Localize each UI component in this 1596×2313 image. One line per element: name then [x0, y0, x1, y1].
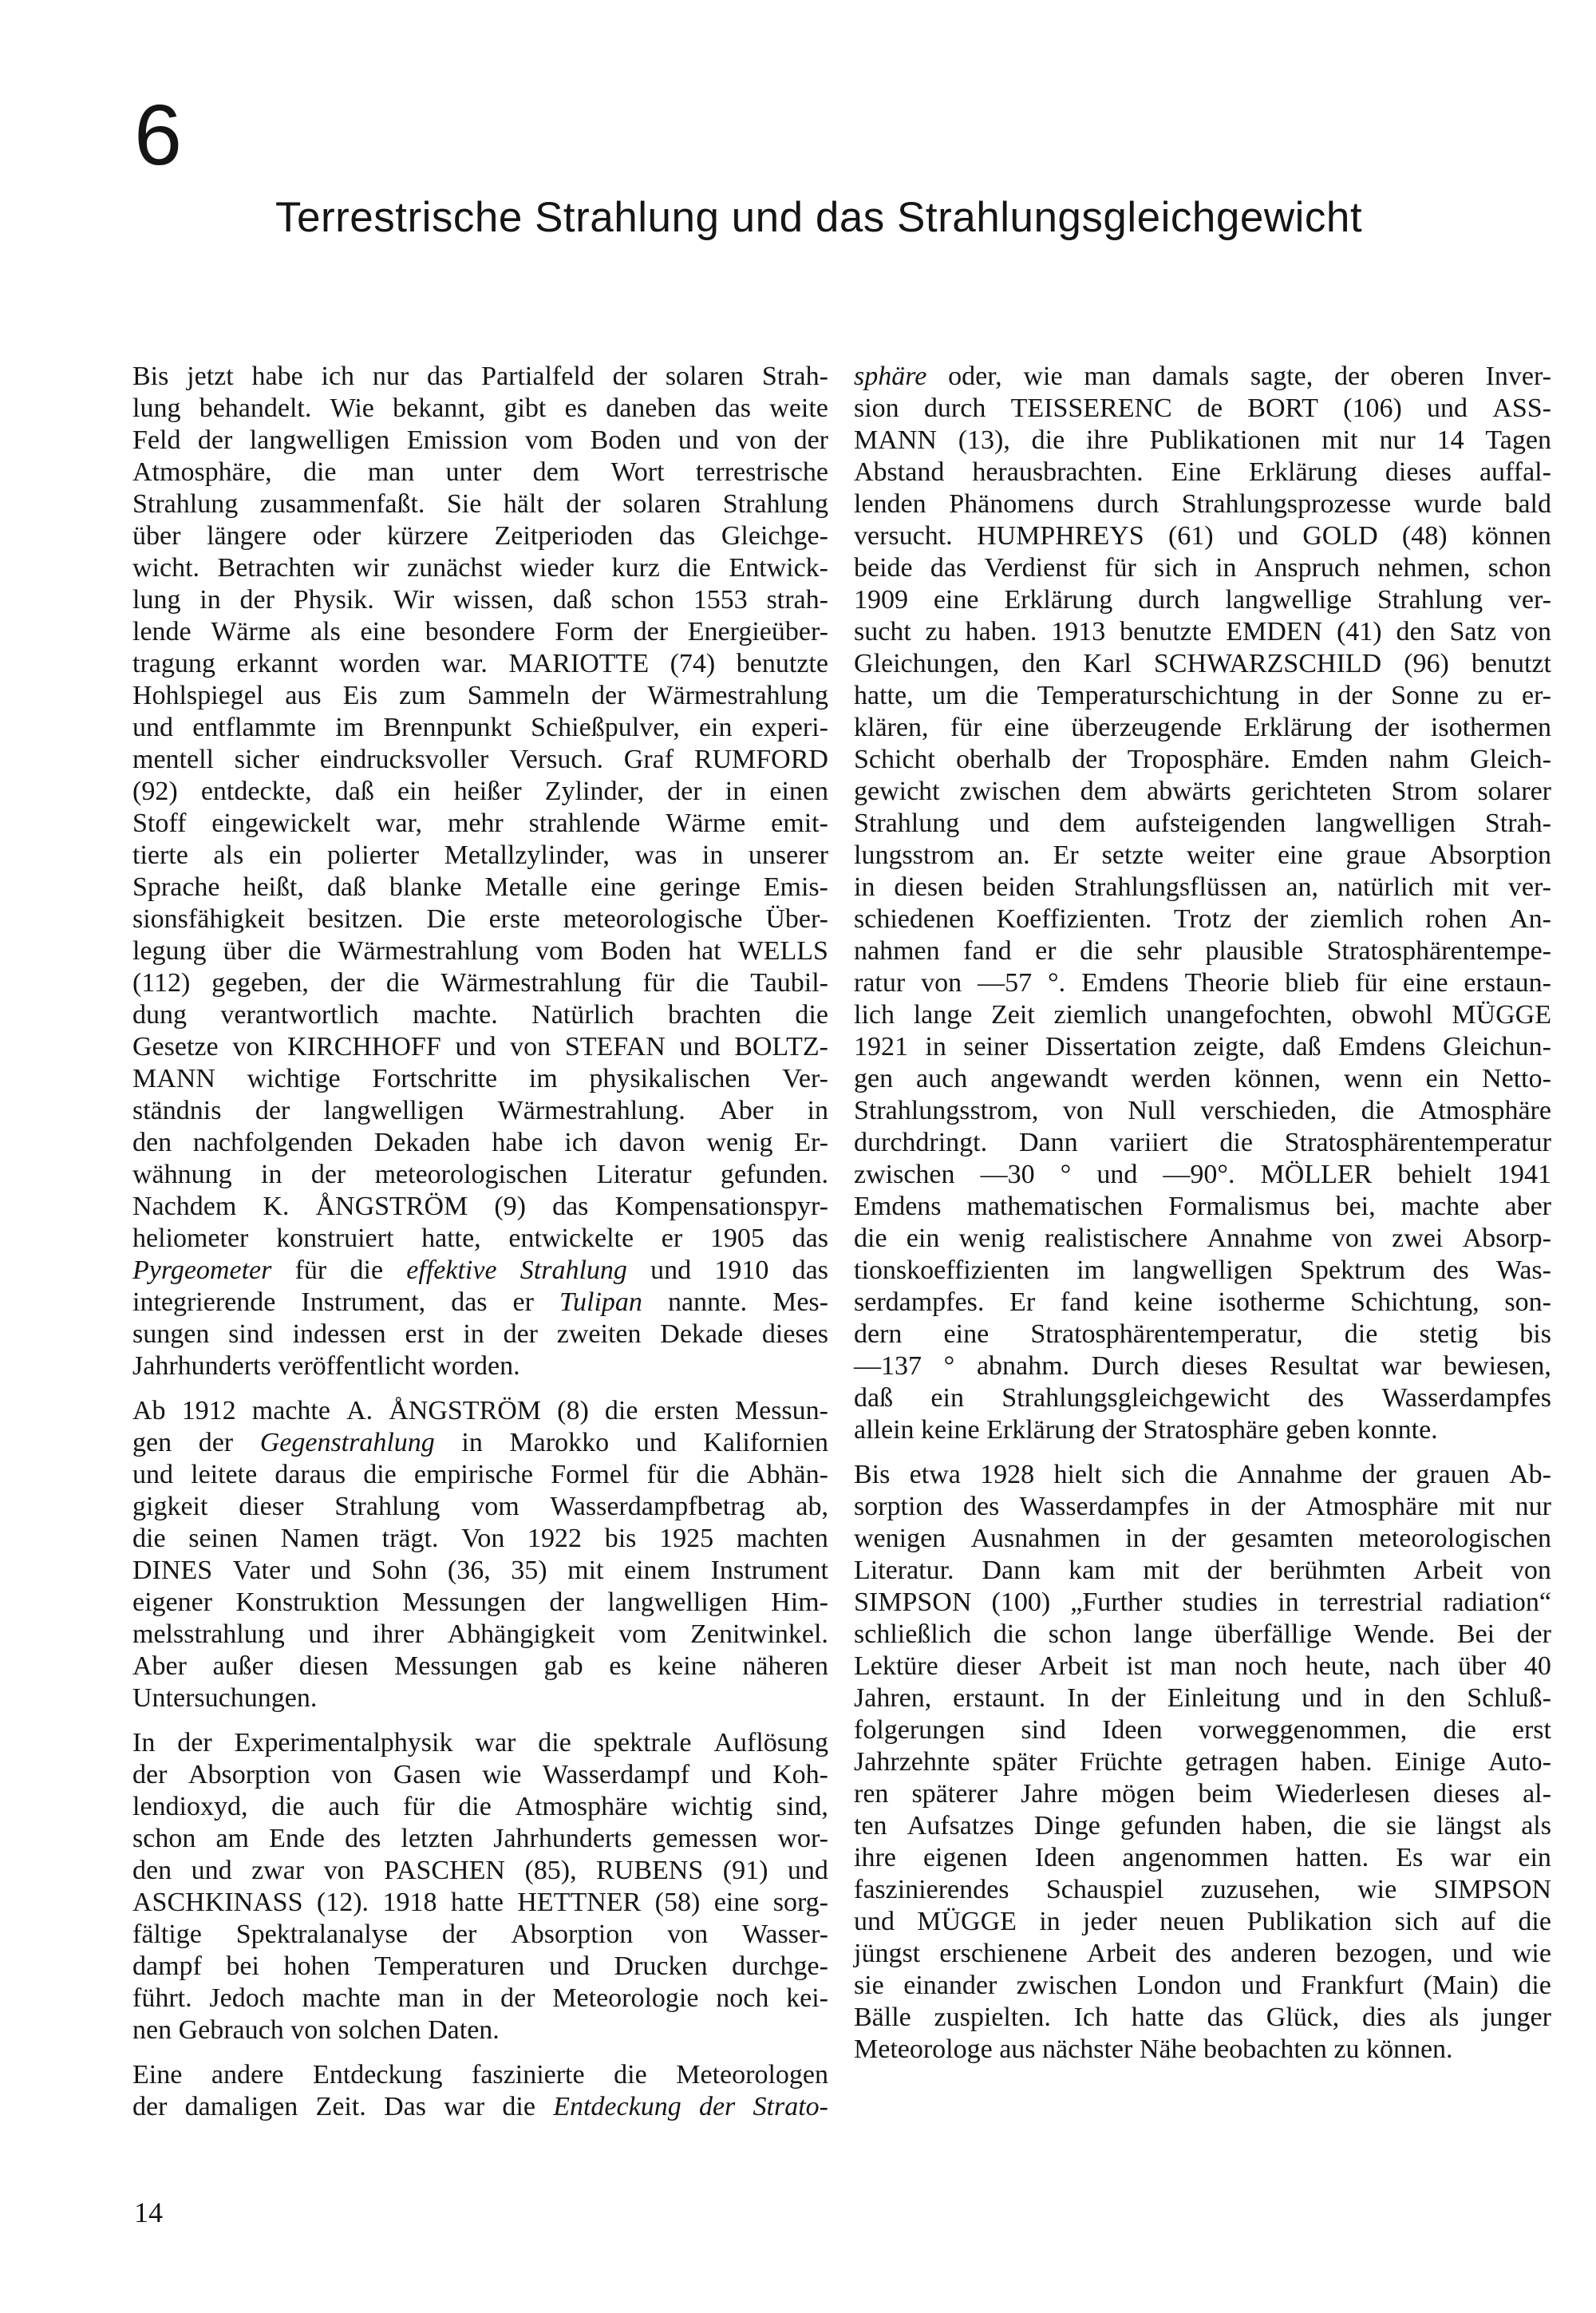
- text-line: nahmen fand er die sehr plausible Stratosphärentempe-: [854, 936, 1551, 966]
- text-line: schon am Ende des letzten Jahrhunderts gemessen wor-: [132, 1824, 828, 1853]
- chapter-title: Terrestrische Strahlung und das Strahlungsgleichgewicht: [275, 194, 1363, 241]
- text-line: tragung erkannt worden war. MARIOTTE (74) benutzte: [132, 649, 828, 678]
- text-line: sungen sind indessen erst in der zweiten Dekade dieses: [132, 1319, 828, 1349]
- text-line: (92) entdeckte, daß ein heißer Zylinder, der in einen: [132, 777, 828, 806]
- text-line: den nachfolgenden Dekaden habe ich davon wenig Er-: [132, 1128, 828, 1157]
- text-line: lende Wärme als eine besondere Form der Energieüber-: [132, 617, 828, 646]
- text-line: Feld der langwelligen Emission vom Boden und von der: [132, 425, 828, 455]
- text-line: Aber außer diesen Messungen gab es keine näheren: [132, 1651, 828, 1681]
- text-line: der Absorption von Gasen wie Wasserdampf und Koh-: [132, 1760, 828, 1789]
- text-line: den und zwar von PASCHEN (85), RUBENS (91) und: [132, 1856, 828, 1885]
- text-line: dampf bei hohen Temperaturen und Drucken durchge-: [132, 1951, 828, 1981]
- text-line: MANN wichtige Fortschritte im physikalischen Ver-: [132, 1064, 828, 1093]
- text-line: sucht zu haben. 1913 benutzte EMDEN (41) den Satz von: [854, 617, 1551, 646]
- text-line: Bälle zuspielten. Ich hatte das Glück, dies als junger: [854, 2003, 1551, 2032]
- text-line: Gleichungen, den Karl SCHWARZSCHILD (96) benutzt: [854, 649, 1551, 678]
- text-line: Bis jetzt habe ich nur das Partialfeld der solaren Strah-: [132, 362, 828, 391]
- text-line: jüngst erschienene Arbeit des anderen bezogen, und wie: [854, 1939, 1551, 1968]
- text-line: Pyrgeometer für die effektive Strahlung und 1910 das: [132, 1255, 828, 1285]
- text-line: Gesetze von KIRCHHOFF und von STEFAN und BOLTZ-: [132, 1032, 828, 1062]
- text-line: lungsstrom an. Er setzte weiter eine graue Absorption: [854, 840, 1551, 870]
- text-line: sion durch TEISSERENC de BORT (106) und ASS-: [854, 393, 1551, 423]
- paragraph: [854, 1459, 1551, 2066]
- text-line: schließlich die schon lange überfällige Wende. Bei der: [854, 1619, 1551, 1649]
- text-line: legung über die Wärmestrahlung vom Boden hat WELLS: [132, 936, 828, 966]
- text-column-right: [854, 361, 1551, 2066]
- text-line: heliometer konstruiert hatte, entwickelte er 1905 das: [132, 1224, 828, 1253]
- text-line: ten Aufsatzes Dinge gefunden haben, die sie längst als: [854, 1811, 1551, 1841]
- text-line: Emdens mathematischen Formalismus bei, machte aber: [854, 1192, 1551, 1221]
- text-line: tionskoeffizienten im langwelligen Spektrum des Was-: [854, 1255, 1551, 1285]
- text-line: Meteorologe aus nächster Nähe beobachten zu können.: [854, 2034, 1453, 2064]
- text-line: (112) gegeben, der die Wärmestrahlung für die Taubil-: [132, 968, 828, 998]
- text-line: Strahlung zusammenfaßt. Sie hält der solaren Strahlung: [132, 489, 828, 519]
- text-line: Ab 1912 machte A. ÅNGSTRÖM (8) die ersten Messun-: [132, 1396, 828, 1425]
- text-line: fältige Spektralanalyse der Absorption von Wasser-: [132, 1920, 828, 1949]
- paragraph: [132, 1727, 828, 2046]
- text-line: SIMPSON (100) „Further studies in terrestrial radiation“: [854, 1587, 1551, 1617]
- text-line: DINES Vater und Sohn (36, 35) mit einem Instrument: [132, 1556, 828, 1585]
- paragraph: [132, 2059, 828, 2123]
- text-line: serdampfes. Er fand keine isotherme Schichtung, son-: [854, 1287, 1551, 1317]
- text-line: MANN (13), die ihre Publikationen mit nur 14 Tagen: [854, 425, 1551, 455]
- text-line: melsstrahlung und ihrer Abhängigkeit vom Zenitwinkel.: [132, 1619, 828, 1649]
- text-line: lendioxyd, die auch für die Atmosphäre wichtig sind,: [132, 1792, 828, 1821]
- paragraph: [132, 361, 828, 1382]
- text-line: wenigen Ausnahmen in der gesamten meteorologischen: [854, 1524, 1551, 1553]
- text-line: folgerungen sind Ideen vorweggenommen, die erst: [854, 1715, 1551, 1745]
- text-line: in diesen beiden Strahlungsflüssen an, natürlich mit ver-: [854, 872, 1551, 902]
- text-line: Lektüre dieser Arbeit ist man noch heute, nach über 40: [854, 1651, 1551, 1681]
- paragraph: [854, 361, 1551, 1446]
- text-line: Abstand herausbrachten. Eine Erklärung dieses auffal-: [854, 457, 1551, 487]
- text-line: lenden Phänomens durch Strahlungsprozesse wurde bald: [854, 489, 1551, 519]
- text-line: Untersuchungen.: [132, 1683, 318, 1713]
- text-line: sorption des Wasserdampfes in der Atmosphäre mit nur: [854, 1492, 1551, 1521]
- text-line: gen der Gegenstrahlung in Marokko und Kalifornien: [132, 1428, 828, 1457]
- text-line: mentell sicher eindrucksvoller Versuch. Graf RUMFORD: [132, 745, 828, 774]
- text-line: lich lange Zeit ziemlich unangefochten, obwohl MÜGGE: [854, 1000, 1551, 1030]
- text-line: ihre eigenen Ideen angenommen hatten. Es war ein: [854, 1843, 1551, 1872]
- text-line: der damaligen Zeit. Das war die Entdeckung der Strato-: [132, 2092, 828, 2121]
- text-line: eigener Konstruktion Messungen der langwelligen Him-: [132, 1587, 828, 1617]
- text-line: die ein wenig realistischere Annahme von zwei Absorp-: [854, 1224, 1551, 1253]
- text-line: tierte als ein polierter Metallzylinder, was in unserer: [132, 840, 828, 870]
- text-line: zwischen —30 ° und —90°. MÖLLER behielt 1941: [854, 1160, 1551, 1189]
- text-line: nen Gebrauch von solchen Daten.: [132, 2015, 500, 2045]
- text-line: schiedenen Koeffizienten. Trotz der ziemlich rohen An-: [854, 904, 1551, 934]
- text-line: klären, für eine überzeugende Erklärung der isothermen: [854, 713, 1551, 742]
- text-line: ren späterer Jahre mögen beim Wiederlesen dieses al-: [854, 1779, 1551, 1809]
- text-line: gewicht zwischen dem abwärts gerichteten Strom solarer: [854, 777, 1551, 806]
- text-line: und entflammte im Brennpunkt Schießpulver, ein experi-: [132, 713, 828, 742]
- text-column-left: [132, 361, 828, 2123]
- text-line: In der Experimentalphysik war die spektrale Auflösung: [132, 1728, 828, 1757]
- text-line: durchdringt. Dann variiert die Stratosphärentemperatur: [854, 1128, 1551, 1157]
- text-line: Jahrzehnte später Früchte getragen haben. Einige Auto-: [854, 1747, 1551, 1777]
- text-line: Strahlungsstrom, von Null verschieden, die Atmosphäre: [854, 1096, 1551, 1125]
- text-line: lung in der Physik. Wir wissen, daß schon 1553 strah-: [132, 585, 828, 615]
- text-line: —137 ° abnahm. Durch dieses Resultat war bewiesen,: [854, 1351, 1551, 1381]
- text-line: Jahrhunderts veröffentlicht worden.: [132, 1351, 520, 1381]
- text-line: dung verantwortlich machte. Natürlich brachten die: [132, 1000, 828, 1030]
- text-line: sie einander zwischen London und Frankfurt (Main) die: [854, 1971, 1551, 2000]
- text-line: beide das Verdienst für sich in Anspruch nehmen, schon: [854, 553, 1551, 583]
- text-line: faszinierendes Schauspiel zuzusehen, wie SIMPSON: [854, 1875, 1551, 1904]
- text-line: lung behandelt. Wie bekannt, gibt es daneben das weite: [132, 393, 828, 423]
- text-line: und leitete daraus die empirische Formel für die Abhän-: [132, 1460, 828, 1489]
- text-line: allein keine Erklärung der Stratosphäre geben konnte.: [854, 1415, 1438, 1445]
- text-line: ASCHKINASS (12). 1918 hatte HETTNER (58) eine sorg-: [132, 1888, 828, 1917]
- text-line: die seinen Namen trägt. Von 1922 bis 1925 machten: [132, 1524, 828, 1553]
- text-line: hatte, um die Temperaturschichtung in der Sonne zu er-: [854, 681, 1551, 710]
- text-line: 1921 in seiner Dissertation zeigte, daß Emdens Gleichun-: [854, 1032, 1551, 1062]
- text-line: Literatur. Dann kam mit der berühmten Arbeit von: [854, 1556, 1551, 1585]
- text-line: Eine andere Entdeckung faszinierte die Meteorologen: [132, 2060, 828, 2090]
- paragraph: [132, 1395, 828, 1714]
- text-line: wicht. Betrachten wir zunächst wieder kurz die Entwick-: [132, 553, 828, 583]
- text-line: sphäre oder, wie man damals sagte, der oberen Inver-: [854, 362, 1551, 391]
- text-line: gigkeit dieser Strahlung vom Wasserdampfbetrag ab,: [132, 1492, 828, 1521]
- page-number: 14: [134, 2196, 163, 2228]
- text-line: führt. Jedoch machte man in der Meteorologie noch kei-: [132, 1983, 828, 2013]
- text-line: Atmosphäre, die man unter dem Wort terrestrische: [132, 457, 828, 487]
- text-line: wähnung in der meteorologischen Literatur gefunden.: [132, 1160, 828, 1189]
- text-line: Strahlung und dem aufsteigenden langwelligen Strah-: [854, 809, 1551, 838]
- text-line: integrierende Instrument, das er Tulipan nannte. Mes-: [132, 1287, 828, 1317]
- text-line: Bis etwa 1928 hielt sich die Annahme der grauen Ab-: [854, 1460, 1551, 1489]
- text-line: ständnis der langwelligen Wärmestrahlung. Aber in: [132, 1096, 828, 1125]
- text-line: Schicht oberhalb der Troposphäre. Emden nahm Gleich-: [854, 745, 1551, 774]
- text-line: Stoff eingewickelt war, mehr strahlende Wärme emit-: [132, 809, 828, 838]
- text-line: daß ein Strahlungsgleichgewicht des Wasserdampfes: [854, 1383, 1551, 1413]
- text-line: Hohlspiegel aus Eis zum Sammeln der Wärmestrahlung: [132, 681, 828, 710]
- text-line: Jahren, erstaunt. In der Einleitung und in den Schluß-: [854, 1683, 1551, 1713]
- text-line: versucht. HUMPHREYS (61) und GOLD (48) können: [854, 521, 1551, 551]
- text-line: und MÜGGE in jeder neuen Publikation sich auf die: [854, 1907, 1551, 1936]
- text-line: ratur von —57 °. Emdens Theorie blieb für eine erstaun-: [854, 968, 1551, 998]
- text-line: Sprache heißt, daß blanke Metalle eine geringe Emis-: [132, 872, 828, 902]
- chapter-number: 6: [134, 86, 183, 183]
- text-line: dern eine Stratosphärentemperatur, die stetig bis: [854, 1319, 1551, 1349]
- text-line: gen auch angewandt werden können, wenn ein Netto-: [854, 1064, 1551, 1093]
- text-line: Nachdem K. ÅNGSTRÖM (9) das Kompensationspyr-: [132, 1192, 828, 1221]
- text-line: sionsfähigkeit besitzen. Die erste meteorologische Über-: [132, 904, 828, 934]
- text-line: 1909 eine Erklärung durch langwellige Strahlung ver-: [854, 585, 1551, 615]
- text-line: über längere oder kürzere Zeitperioden das Gleichge-: [132, 521, 828, 551]
